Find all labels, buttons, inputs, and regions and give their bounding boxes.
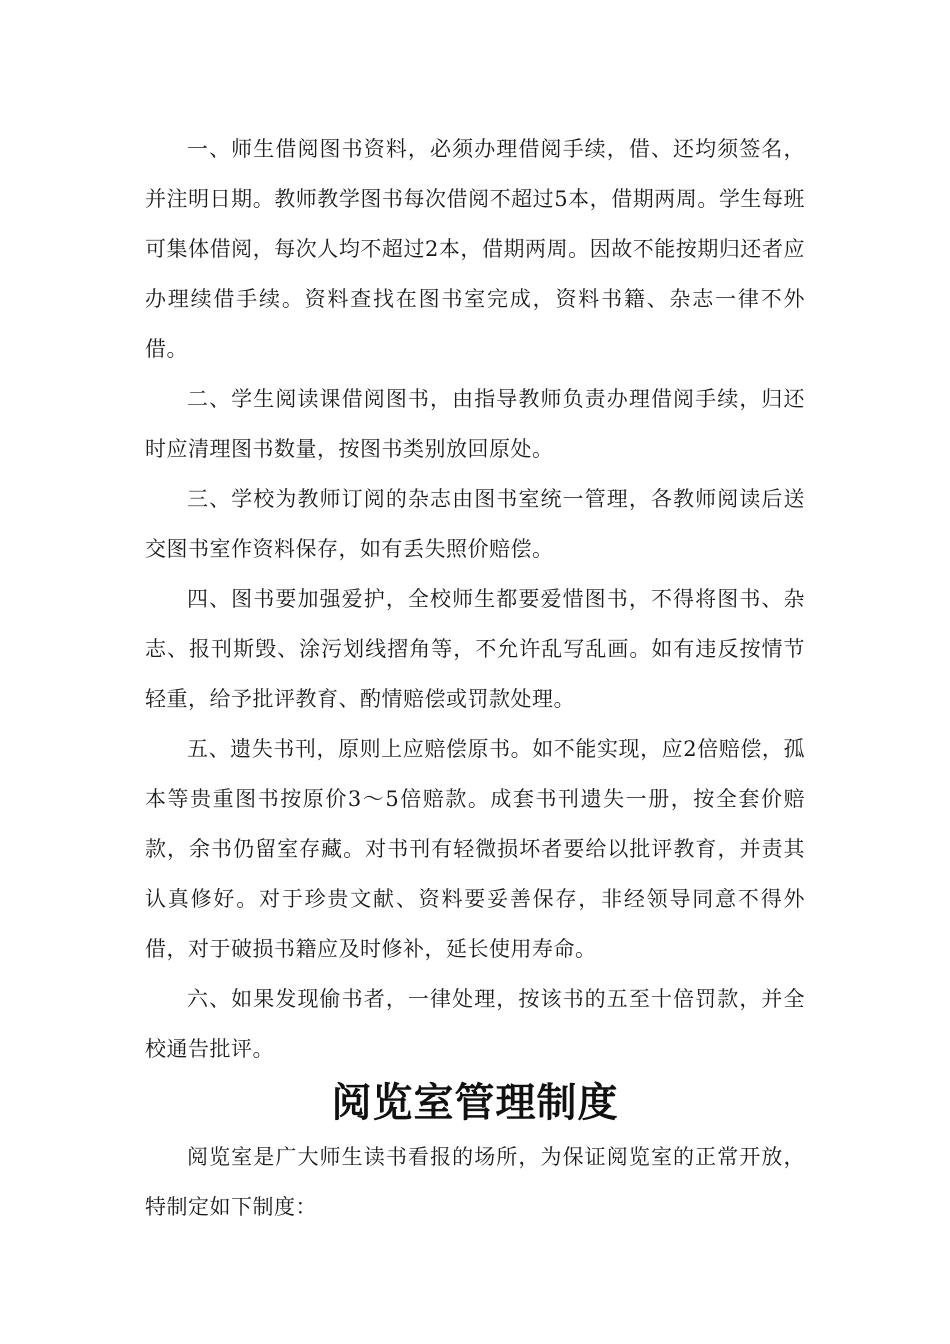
rule-paragraph-4: 四、图书要加强爱护，全校师生都要爱惜图书，不得将图书、杂志、报刊斯毁、涂污划线摺角等，不允许乱写乱画。如有违反按情节轻重，给予批评教育、酌情赔偿或罚款处理。 <box>145 587 805 711</box>
rule-paragraph-1: 一、师生借阅图书资料，必须办理借阅手续，借、还均须签名，并注明日期。教师教学图书每次借阅不超过5本，借期两周。学生每班可集体借阅，每次人均不超过2本，借期两周。因故不能按期归还者应办理续借手续。资料查找在图书室完成，资料书籍、杂志一律不外借。 <box>145 137 805 361</box>
document-body <box>145 124 805 1232</box>
rule-paragraph-6: 六、如果发现偷书者，一律处理，按该书的五至十倍罚款，并全校通告批评。 <box>145 987 805 1061</box>
section-title: 阅览室管理制度 <box>331 1080 619 1126</box>
rule-paragraph-2: 二、学生阅读课借阅图书，由指导教师负责办理借阅手续，归还时应清理图书数量，按图书类别放回原处。 <box>145 387 805 461</box>
intro-paragraph: 阅览室是广大师生读书看报的场所，为保证阅览室的正常开放，特制定如下制度： <box>145 1145 805 1219</box>
rule-paragraph-5: 五、遗失书刊，原则上应赔偿原书。如不能实现，应2倍赔偿，孤本等贵重图书按原价3～5倍赔款。成套书刊遗失一册，按全套价赔款，余书仍留室存藏。对书刊有轻微损坏者要给以批评教育，并责其认真修好。对于珍贵文献、资料要妥善保存，非经领导同意不得外借，对于破损书籍应及时修补，延长使用寿命。 <box>145 737 805 961</box>
rule-paragraph-3: 三、学校为教师订阅的杂志由图书室统一管理，各教师阅读后送交图书室作资料保存，如有丢失照价赔偿。 <box>145 487 805 561</box>
